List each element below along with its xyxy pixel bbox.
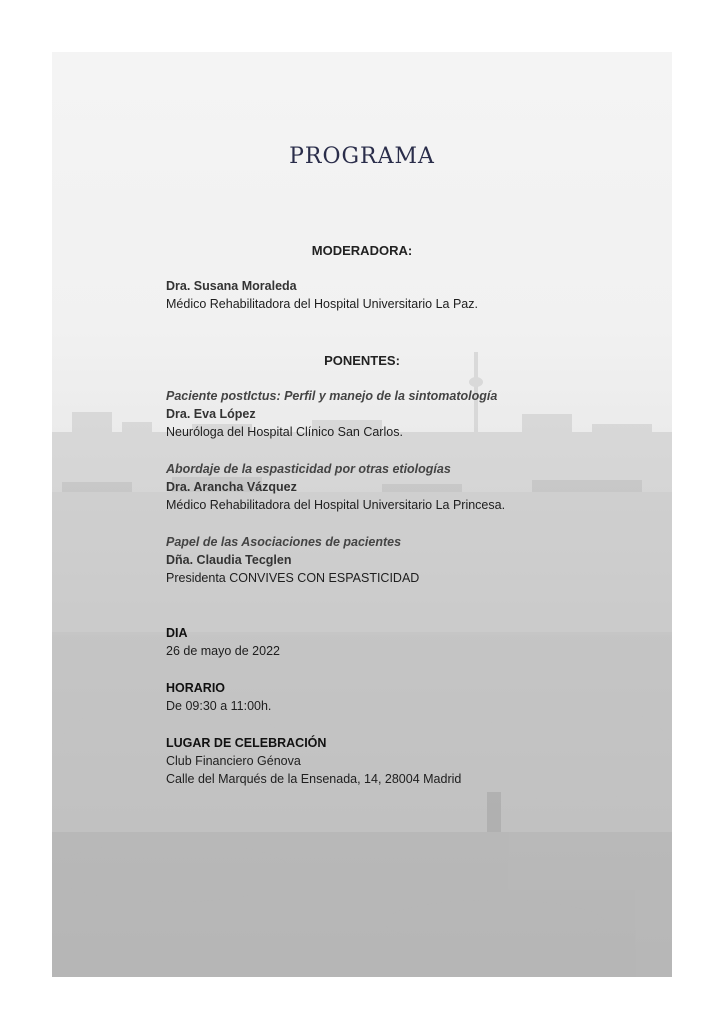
- ponente-item: [166, 460, 646, 514]
- ponente-topic: Paciente postIctus: Perfil y manejo de la sintomatología: [166, 389, 498, 403]
- ponente-topic: Papel de las Asociaciones de pacientes: [166, 535, 402, 549]
- ponente-role: Neuróloga del Hospital Clínico San Carlos.: [166, 425, 403, 439]
- ponente-role: Presidenta CONVIVES CON ESPASTICIDAD: [166, 571, 420, 585]
- dia-label: DIA: [166, 626, 188, 640]
- ponente-role: Médico Rehabilitadora del Hospital Universitario La Princesa.: [166, 498, 506, 512]
- lugar-line1: Club Financiero Génova: [166, 754, 301, 768]
- program-page: [52, 52, 672, 977]
- lugar-label: LUGAR DE CELEBRACIÓN: [166, 736, 327, 750]
- moderadora-role: Médico Rehabilitadora del Hospital Universitario La Paz.: [166, 297, 478, 311]
- moderadora-block: [166, 277, 646, 313]
- horario-label: HORARIO: [166, 681, 226, 695]
- dia-value: 26 de mayo de 2022: [166, 644, 280, 658]
- ponente-item: [166, 387, 646, 441]
- horario-block: [166, 679, 646, 715]
- ponentes-heading: PONENTES:: [324, 353, 400, 368]
- moderadora-heading: MODERADORA:: [311, 243, 413, 258]
- horario-value: De 09:30 a 11:00h.: [166, 699, 272, 713]
- ponente-name: Dra. Eva López: [166, 407, 256, 421]
- moderadora-name: Dra. Susana Moraleda: [166, 279, 297, 293]
- ponente-item: [166, 533, 646, 587]
- dia-block: [166, 624, 646, 660]
- program-content: [52, 52, 672, 977]
- ponente-name: Dra. Arancha Vázquez: [166, 480, 297, 494]
- lugar-line2: Calle del Marqués de la Ensenada, 14, 28004 Madrid: [166, 772, 462, 786]
- page-title: PROGRAMA: [289, 144, 435, 169]
- lugar-block: [166, 734, 646, 788]
- ponente-name: Dña. Claudia Tecglen: [166, 553, 292, 567]
- ponente-topic: Abordaje de la espasticidad por otras etiologías: [166, 462, 451, 476]
